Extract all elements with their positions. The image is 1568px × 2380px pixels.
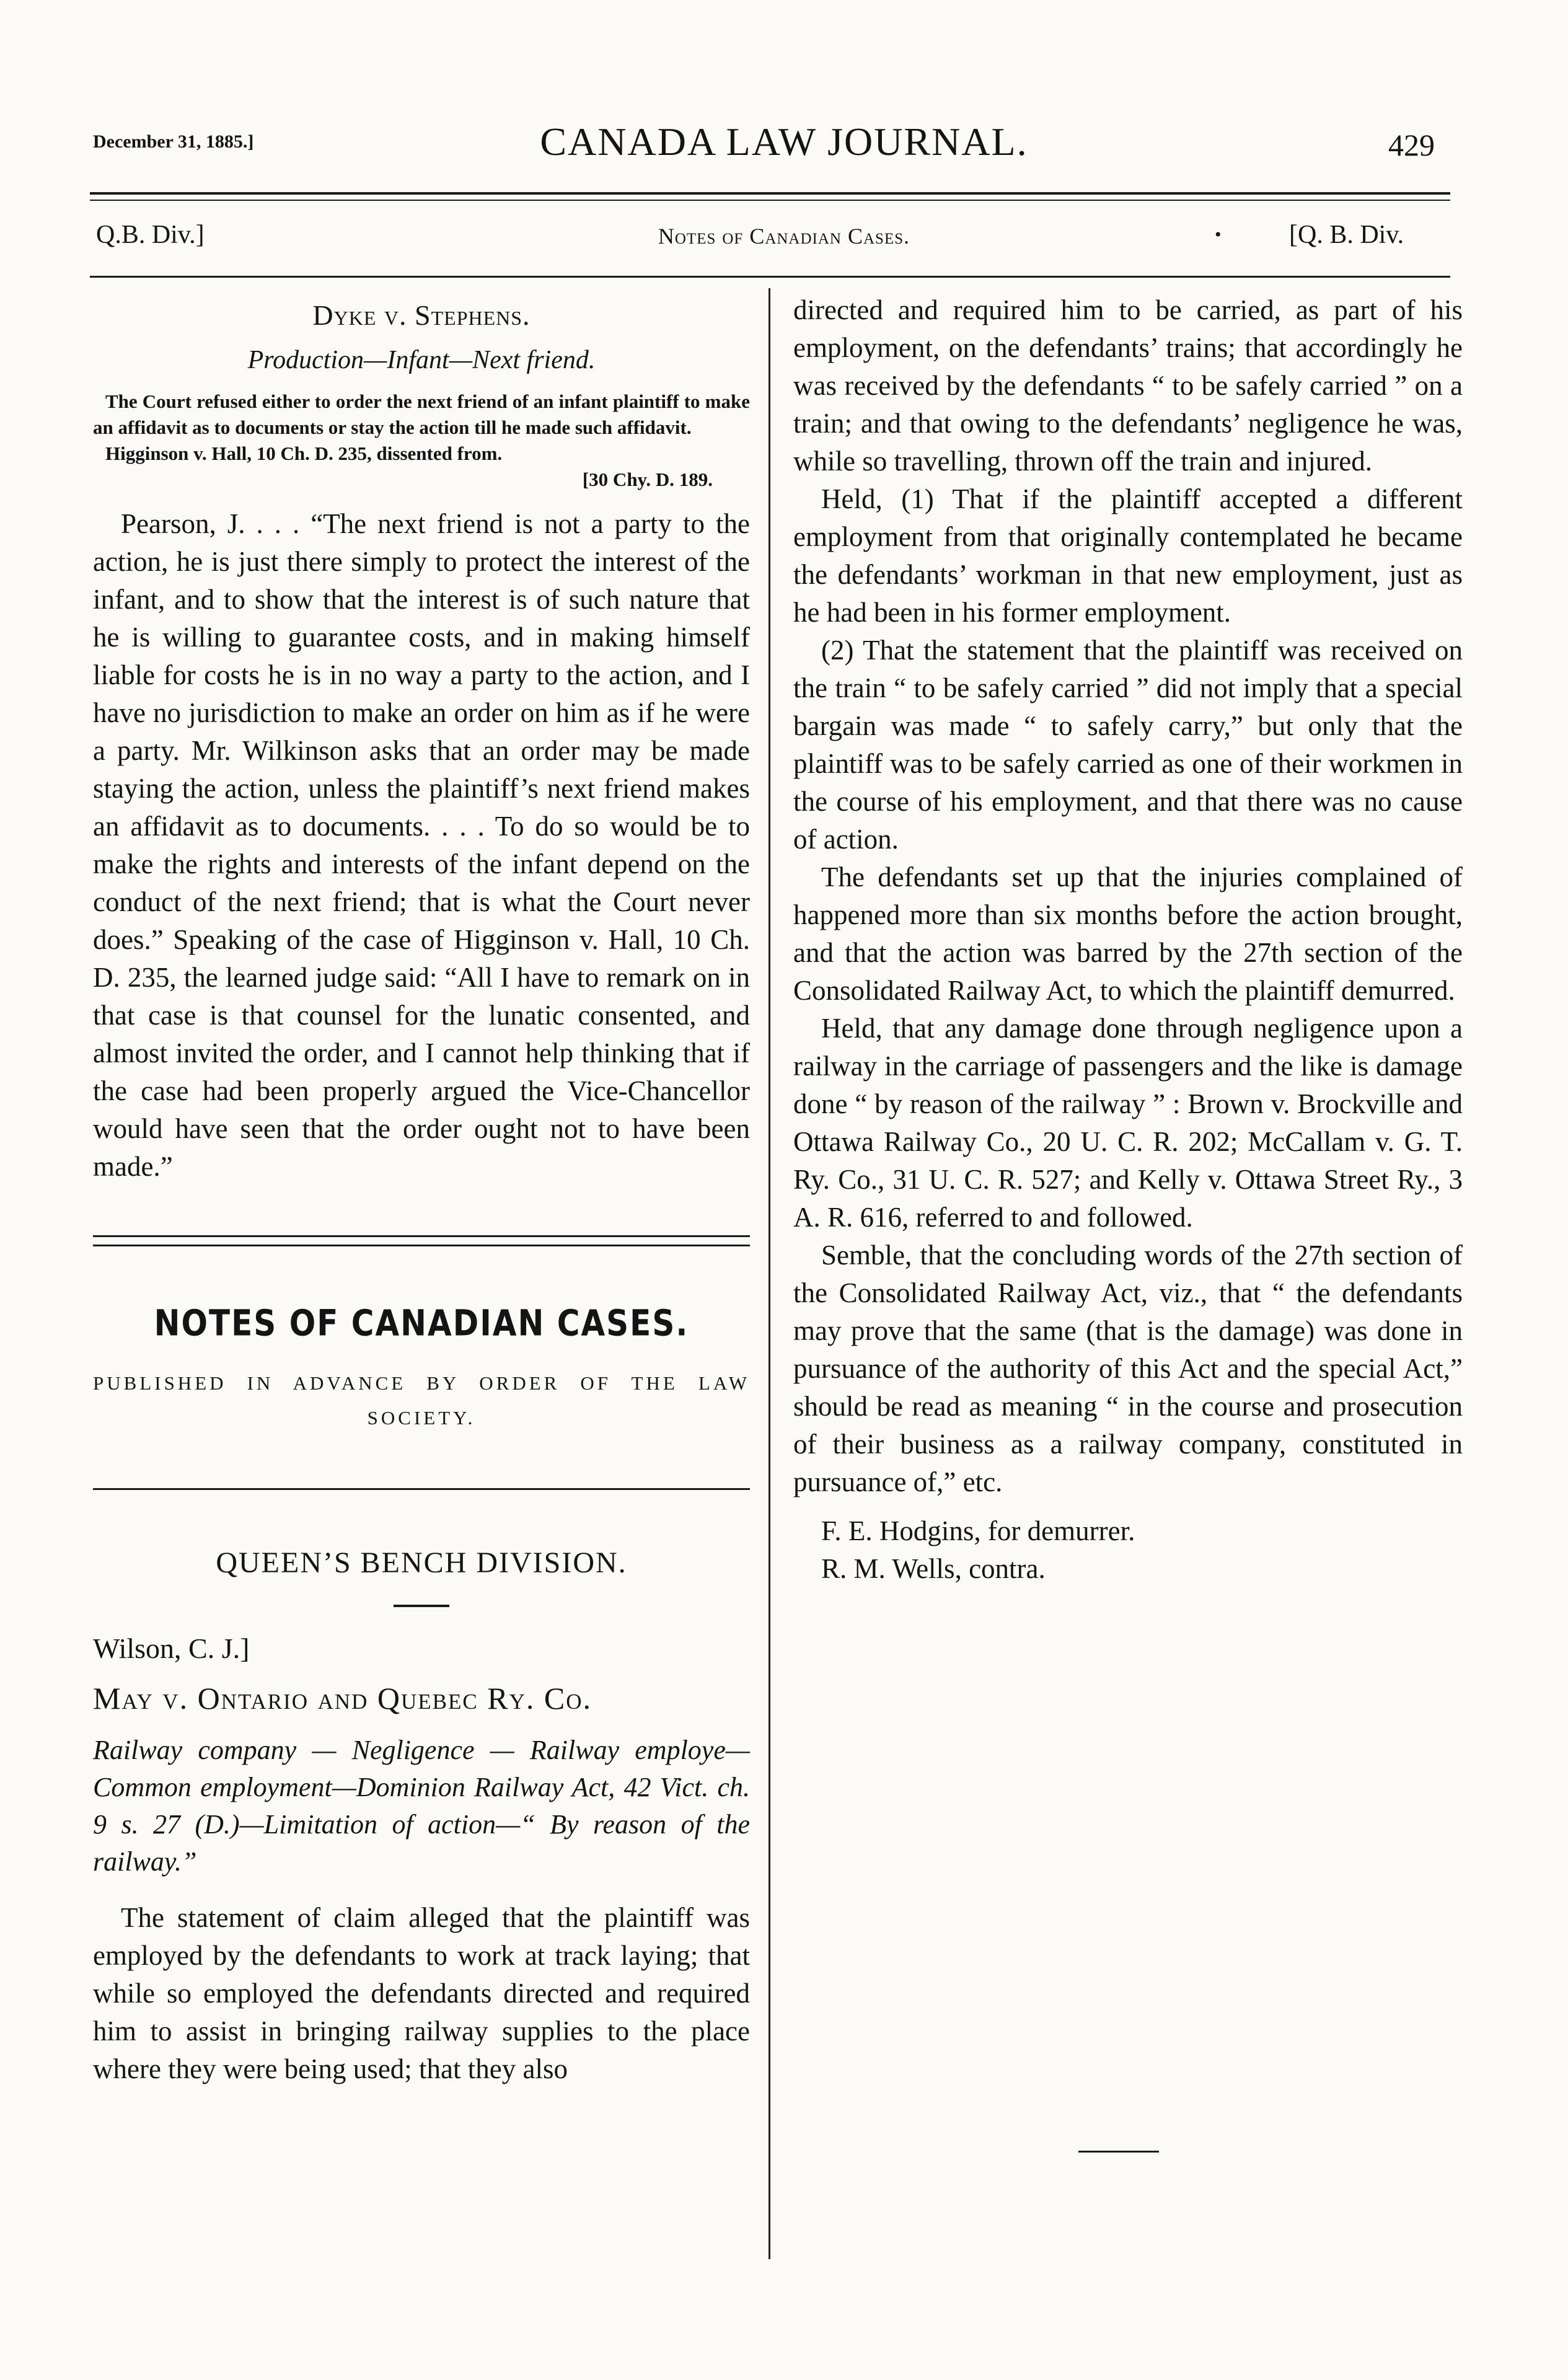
counsel-contra: R. M. Wells, contra. [821,1553,1046,1584]
issue-date: December 31, 1885.] [93,131,254,152]
division-heading: QUEEN’S BENCH DIVISION. [216,1546,627,1579]
star-mark: • [1215,224,1222,245]
case-title-dyke: Dyke v. Stephens. [312,299,531,331]
double-rule [93,1235,750,1246]
section-title: Notes of Canadian Cases. [658,224,910,249]
header-rule-bottom [90,200,1450,201]
end-rule [1078,2151,1159,2153]
division-label-left: Q.B. Div.] [96,221,205,249]
subheader-rule [90,276,1450,278]
page-number: 429 [1388,128,1435,162]
counsel-demurrer: F. E. Hodgins, for demurrer. [821,1515,1135,1546]
report-citation: [30 Chy. D. 189. [582,469,713,490]
section-rule [93,1488,750,1490]
column-divider [769,288,770,2259]
left-column [93,291,750,2088]
notes-heading: NOTES OF CANADIAN CASES. [154,1302,689,1344]
journal-title: CANADA LAW JOURNAL. [540,120,1028,164]
judgment-text: Pearson, J. . . . “The next friend is not a party to the action, he is just there simply to protect the interest of the infant, and to show that the interest is of such nature that he is willing to guarantee costs, and in making himself liable for costs he is in no way a party to the action, and I have no jurisdiction to make an order on him as if he were a party. Mr. Wilkinson asks that an order may be made staying the action, unless the plaintiff’s next friend makes an affidavit as to documents. . . . To do so would be to make the rights and interests of the infant depend on the conduct of the next friend; that is what the Court never does.” Speaking of the case of Higginson v. Hall, 10 Ch. D. 235, the learned judge said: “All I have to remark on in that case is that counsel for the lunatic consented, and almost invited the order, and I cannot help thinking that if the case had been properly argued the Vice-Chancellor would have seen that the order ought not to have been made.” [93,508,750,1182]
judge-name: Wilson, C. J.] [93,1633,250,1664]
right-column [793,291,1463,1588]
semble-paragraph: Semble, that the concluding words of the 27th section of the Consolidated Railway Act, viz., that “ the defendants may prove that the same (that is the damage) was done in pursuance of the authority of this Act and the special Act,” should be read as meaning “ in the course and prosecution of their business as a railway company, constituted in pursuance of,” etc. [793,1240,1463,1497]
holding-2: (2) That the statement that the plaintiff was received on the train “ to be safely carried ” did not imply that a special bargain was made “ to safely carry,” but only that the plaintiff was to be safely carried as one of their workmen in the course of his employment, and that there was no cause of action. [793,635,1463,855]
published-notice: PUBLISHED IN ADVANCE BY ORDER OF THE LAW SOCIETY. [93,1372,750,1429]
short-rule [394,1605,449,1607]
case-subtitle-dyke: Production—Infant—Next friend. [247,346,596,374]
header-rule-top [90,192,1450,195]
case-title-may: May v. Ontario and Quebec Ry. Co. [93,1681,592,1716]
holding-1: Held, (1) That if the plaintiff accepted a different employment from that originally contemplated he became the defendants’ workman in that new employment, just as he had been in his former employment. [793,483,1463,628]
defence-paragraph: The defendants set up that the injuries complained of happened more than six months before the action brought, and that the action was barred by the 27th section of the Consolidated Railway Act, to which the plaintiff demurred. [793,862,1463,1006]
case-subtitle-may: Railway company — Negligence — Railway employe—Common employment—Dominion Railway Act, 42 Vict. ch. 9 s. 27 (D.)—Limitation of action—“ By reason of the railway.” [93,1735,750,1877]
headnote-citation: Higginson v. Hall, 10 Ch. D. 235, dissented from. [105,443,503,464]
holding-3: Held, that any damage done through negligence upon a railway in the carriage of passengers and the like is damage done “ by reason of the railway ” : Brown v. Brockville and Ottawa Railway Co., 20 U. C. R. 202; McCallam v. G. T. Ry. Co., 31 U. C. R. 527; and Kelly v. Ottawa Street Ry., 3 A. R. 616, referred to and followed. [793,1013,1463,1233]
statement-continued: directed and required him to be carried, as part of his employment, on the defendants’ trains; that accordingly he was received by the defendants “ to be safely carried ” on a train; and that owing to the defendants’ negligence he was, while so travelling, thrown off the train and injured. [793,294,1463,477]
headnote: The Court refused either to order the next friend of an infant plaintiff to make an affidavit as to documents or stay the action till he made such affidavit. [93,390,750,438]
statement-of-claim: The statement of claim alleged that the plaintiff was employed by the defendants to work at track laying; that while so employed the defendants directed and required him to assist in bringing railway supplies to the place where they were being used; that they also [93,1902,750,2084]
division-label-right: [Q. B. Div. [1289,221,1404,249]
